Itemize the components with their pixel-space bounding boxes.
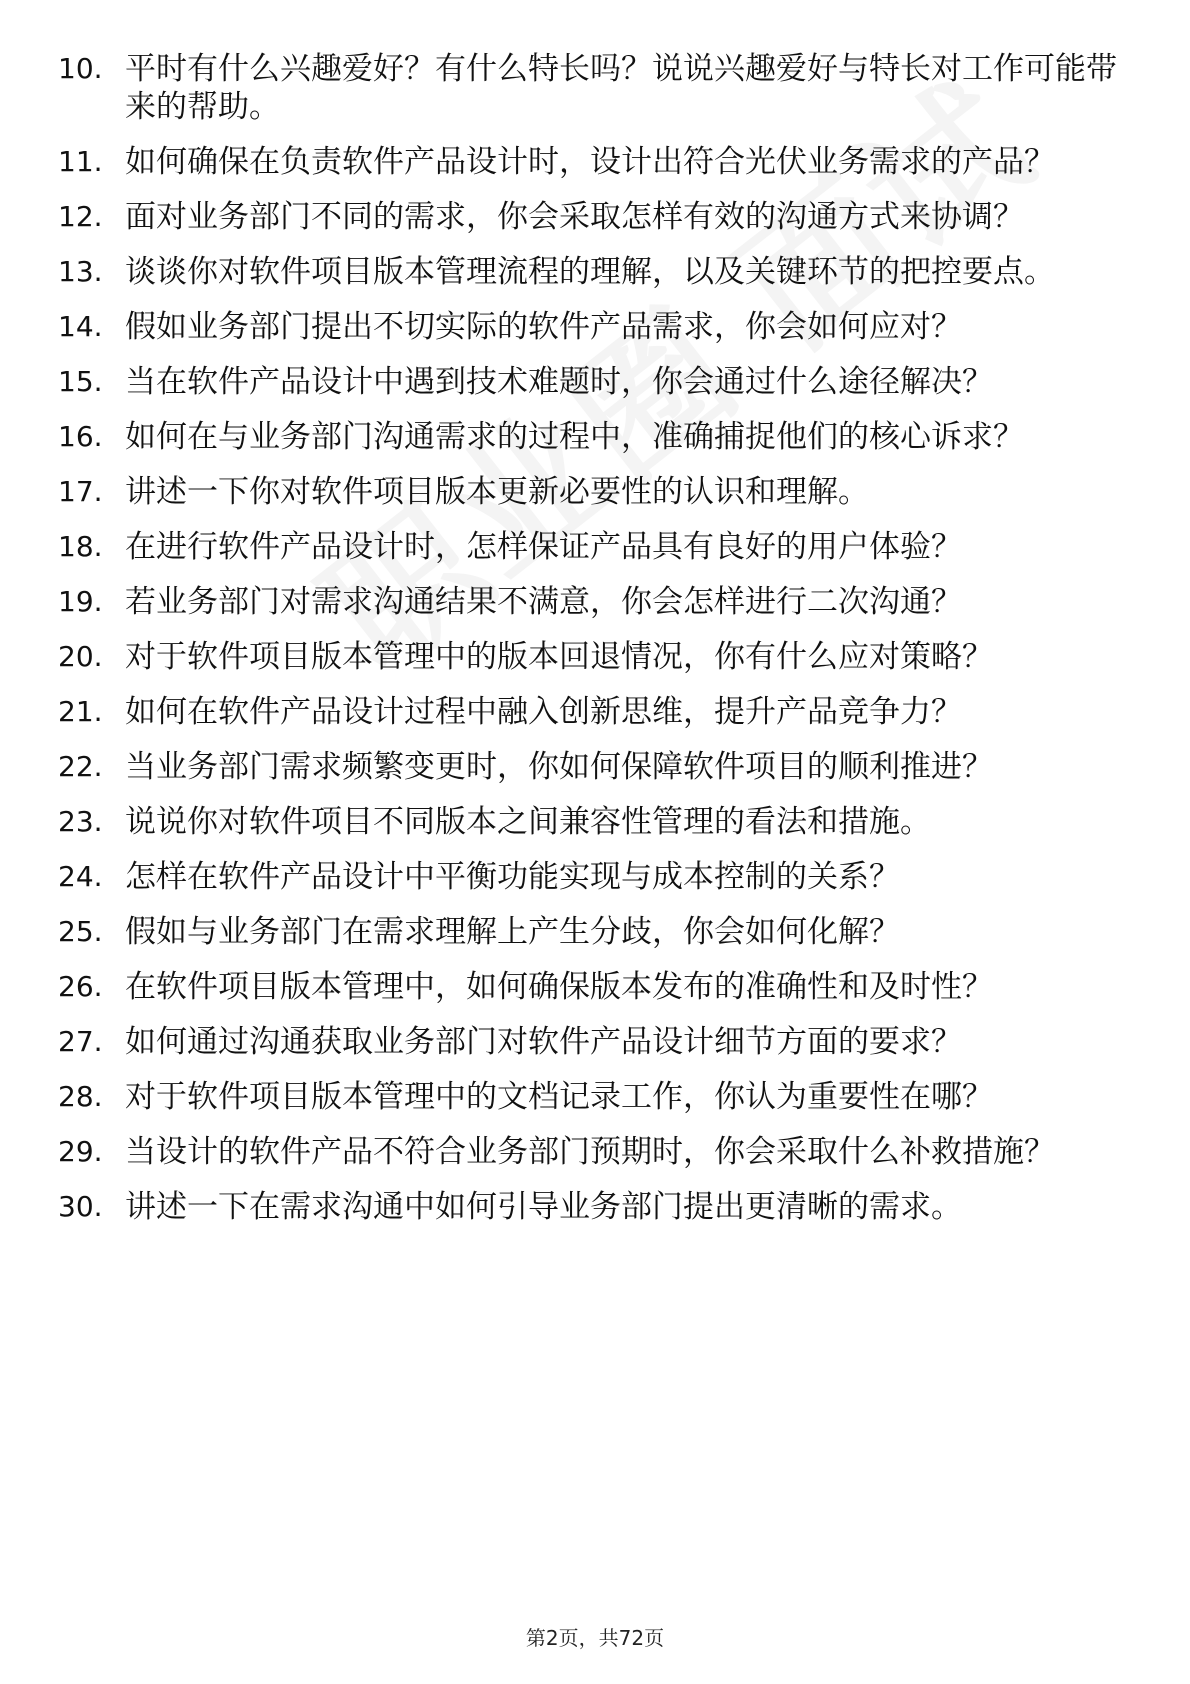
question-number: 28. [58,1080,103,1113]
question-item [58,528,1138,566]
question-text: 当业务部门需求频繁变更时，你如何保障软件项目的顺利推进？ [125,749,993,785]
question-text: 当在软件产品设计中遇到技术难题时，你会通过什么途径解决？ [125,364,993,400]
question-list [58,50,1138,1243]
question-item [58,803,1138,841]
question-number: 13. [58,255,103,288]
question-number: 19. [58,585,103,618]
question-number: 30. [58,1190,103,1223]
question-number: 29. [58,1135,103,1168]
question-item [58,1078,1138,1116]
question-number: 16. [58,420,103,453]
page-footer: 第2页，共72页 [525,1626,665,1650]
question-text: 谈谈你对软件项目版本管理流程的理解，以及关键环节的把控要点。 [125,254,1055,290]
question-item [58,1188,1138,1226]
question-text: 对于软件项目版本管理中的文档记录工作，你认为重要性在哪？ [125,1079,993,1115]
question-item [58,858,1138,896]
question-item [58,913,1138,951]
question-number: 18. [58,530,103,563]
question-text: 平时有什么兴趣爱好？有什么特长吗？说说兴趣爱好与特长对工作可能带来的帮助。 [125,51,1117,125]
question-text: 假如与业务部门在需求理解上产生分歧，你会如何化解？ [125,914,900,950]
question-text: 面对业务部门不同的需求，你会采取怎样有效的沟通方式来协调？ [125,199,1024,235]
question-number: 22. [58,750,103,783]
question-item [58,50,1138,126]
question-item [58,198,1138,236]
question-number: 21. [58,695,103,728]
question-item [58,638,1138,676]
question-item [58,968,1138,1006]
question-item [58,1023,1138,1061]
question-number: 25. [58,915,103,948]
question-number: 26. [58,970,103,1003]
question-item [58,418,1138,456]
question-text: 当设计的软件产品不符合业务部门预期时，你会采取什么补救措施？ [125,1134,1055,1170]
question-number: 15. [58,365,103,398]
question-number: 10. [58,52,103,85]
question-text: 在软件项目版本管理中，如何确保版本发布的准确性和及时性？ [125,969,993,1005]
question-number: 23. [58,805,103,838]
question-text: 若业务部门对需求沟通结果不满意，你会怎样进行二次沟通？ [125,584,962,620]
question-item [58,473,1138,511]
question-text: 对于软件项目版本管理中的版本回退情况，你有什么应对策略？ [125,639,993,675]
question-item [58,693,1138,731]
question-text: 如何确保在负责软件产品设计时，设计出符合光伏业务需求的产品？ [125,144,1055,180]
question-number: 20. [58,640,103,673]
question-number: 12. [58,200,103,233]
question-item [58,253,1138,291]
question-text: 讲述一下在需求沟通中如何引导业务部门提出更清晰的需求。 [125,1189,962,1225]
question-text: 如何在软件产品设计过程中融入创新思维，提升产品竞争力？ [125,694,962,730]
question-number: 24. [58,860,103,893]
question-text: 怎样在软件产品设计中平衡功能实现与成本控制的关系？ [125,859,900,895]
question-text: 在进行软件产品设计时，怎样保证产品具有良好的用户体验？ [125,529,962,565]
question-number: 11. [58,145,103,178]
question-item [58,363,1138,401]
question-number: 14. [58,310,103,343]
question-item [58,143,1138,181]
question-item [58,1133,1138,1171]
question-text: 讲述一下你对软件项目版本更新必要性的认识和理解。 [125,474,869,510]
question-text: 如何通过沟通获取业务部门对软件产品设计细节方面的要求？ [125,1024,962,1060]
question-item [58,748,1138,786]
question-number: 27. [58,1025,103,1058]
question-text: 假如业务部门提出不切实际的软件产品需求，你会如何应对？ [125,309,962,345]
question-item [58,583,1138,621]
question-number: 17. [58,475,103,508]
question-text: 说说你对软件项目不同版本之间兼容性管理的看法和措施。 [125,804,931,840]
question-item [58,308,1138,346]
question-text: 如何在与业务部门沟通需求的过程中，准确捕捉他们的核心诉求？ [125,419,1024,455]
